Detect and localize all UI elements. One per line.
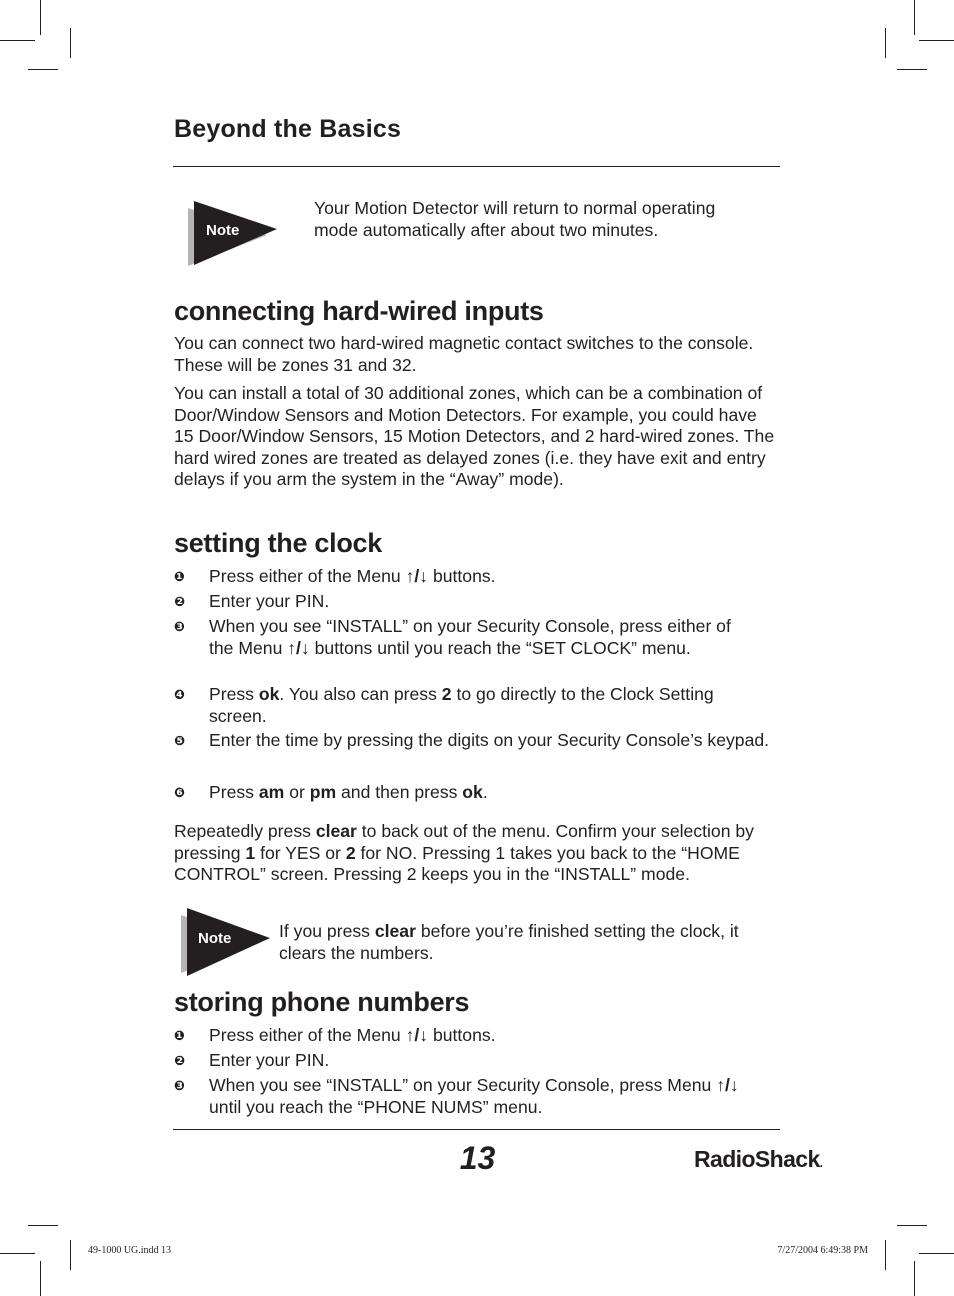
note-badge-label: Note bbox=[206, 222, 240, 239]
step-text: Press either of the Menu ↑/↓ buttons. bbox=[209, 566, 496, 586]
list-item bbox=[174, 730, 780, 774]
step-text: Enter your PIN. bbox=[209, 1050, 330, 1070]
up-down-arrows-icon: ↑/↓ bbox=[287, 637, 310, 658]
list-item bbox=[174, 1025, 780, 1047]
up-down-arrows-icon: ↑/↓ bbox=[716, 1075, 739, 1095]
list-item bbox=[174, 1075, 780, 1119]
brand-logo-text: RadioShack bbox=[694, 1146, 820, 1172]
slug-timestamp: 7/27/2004 6:49:38 PM bbox=[777, 1245, 868, 1256]
step-number: ❸ bbox=[174, 1078, 186, 1093]
step-text: Press ok. You also can press 2 to go directly to the Clock Setting screen. bbox=[209, 684, 714, 726]
step-text: When you see “INSTALL” on your Security Console, press either of the Menu ↑/↓ buttons until you reach the “SET CLOCK” menu. bbox=[209, 616, 731, 658]
section-heading-clock: setting the clock bbox=[174, 528, 382, 558]
list-item bbox=[174, 782, 780, 804]
list-item bbox=[174, 591, 780, 613]
note-text: If you press clear before you’re finished setting the clock, it clears the numbers. bbox=[279, 921, 739, 963]
list-item bbox=[174, 566, 780, 588]
step-text: Enter the time by pressing the digits on your Security Console’s keypad. bbox=[209, 730, 770, 750]
footer-rule bbox=[173, 1129, 780, 1130]
slug-filename: 49-1000 UG.indd 13 bbox=[88, 1245, 172, 1256]
header-rule bbox=[173, 166, 780, 167]
note-text: Your Motion Detector will return to normal operating mode automatically after about two minutes. bbox=[314, 198, 716, 240]
page-number: 13 bbox=[459, 1140, 496, 1176]
step-text: Press either of the Menu ↑/↓ buttons. bbox=[209, 1025, 496, 1045]
paragraph-text: You can connect two hard-wired magnetic contact switches to the console. These will be zones 31 and 32. bbox=[174, 333, 754, 375]
page-title: Beyond the Basics bbox=[174, 115, 402, 143]
brand-logo: RadioShack. bbox=[694, 1146, 823, 1172]
up-down-arrows-icon: ↑/↓ bbox=[405, 566, 429, 586]
note-badge bbox=[178, 906, 273, 978]
up-down-arrows-icon: ↑/↓ bbox=[405, 1025, 429, 1045]
paragraph bbox=[174, 383, 780, 491]
step-number: ❷ bbox=[174, 594, 186, 609]
paragraph bbox=[174, 333, 780, 376]
list-item bbox=[174, 616, 780, 681]
list-item bbox=[174, 684, 780, 728]
step-number: ❺ bbox=[174, 733, 186, 748]
note-badge bbox=[185, 199, 280, 271]
step-number: ❶ bbox=[174, 569, 186, 584]
list-item bbox=[174, 1050, 780, 1072]
note-badge-label: Note bbox=[198, 930, 232, 947]
paragraph-text: You can install a total of 30 additional zones, which can be a combination of Door/Window Sensors and Motion Detectors. For example, you could have 15 Door/Window Sensors, 15 Motion Detectors, and 2 hard-wired zones. The hard wired zones are treated as delayed zones (i.e. they have exit and entry delays if you arm the system in the “Away” mode). bbox=[174, 383, 775, 489]
step-number: ❸ bbox=[174, 619, 186, 634]
step-text: When you see “INSTALL” on your Security Console, press Menu ↑/↓ until you reach the “PHONE NUMS” menu. bbox=[209, 1075, 739, 1117]
step-number: ❻ bbox=[174, 785, 186, 800]
step-number: ❶ bbox=[174, 1028, 186, 1043]
step-text: Enter your PIN. bbox=[209, 591, 330, 611]
section-heading-phone: storing phone numbers bbox=[174, 987, 470, 1017]
step-text: Press am or pm and then press ok. bbox=[209, 782, 488, 802]
step-number: ❹ bbox=[174, 687, 186, 702]
step-number: ❷ bbox=[174, 1053, 186, 1068]
paragraph-text: Repeatedly press clear to back out of the menu. Confirm your selection by pressing 1 for YES or 2 for NO. Pressing 1 takes you back to the “HOME CONTROL” screen. Pressing 2 keeps you in the “INSTALL” mode. bbox=[174, 821, 754, 884]
paragraph bbox=[174, 821, 780, 886]
section-heading-hard-wired: connecting hard-wired inputs bbox=[174, 296, 544, 326]
